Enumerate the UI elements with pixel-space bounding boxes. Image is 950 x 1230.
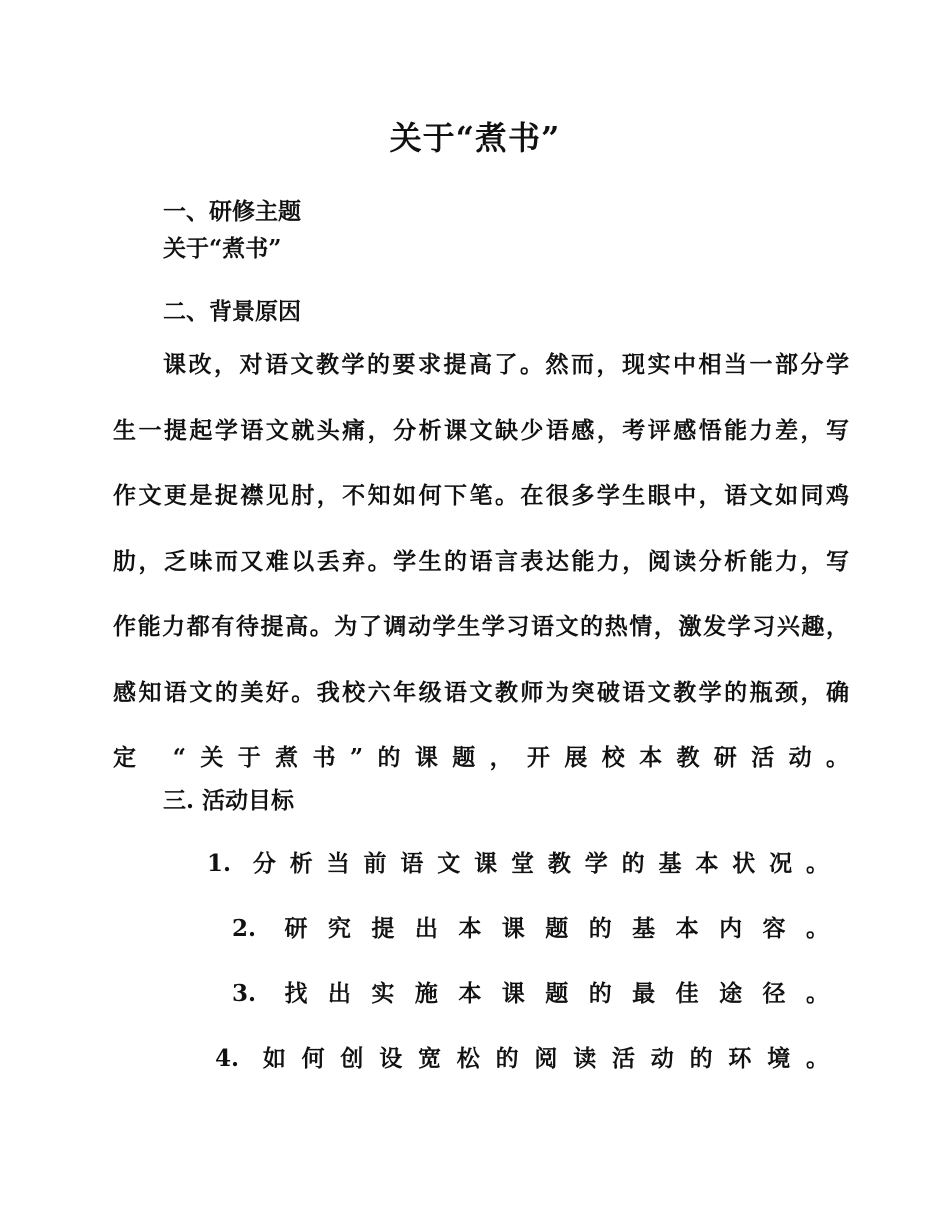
paragraph-line: 肋，乏味而又难以丢弃。学生的语言表达能力，阅读分析能力，写 (113, 547, 849, 575)
paragraph-line: 定 “关于煮书”的课题，开展校本教研活动。 (113, 744, 849, 771)
section2-heading: 二、背景原因 (163, 298, 301, 325)
paragraph-line: 感知语文的美好。我校六年级语文教师为突破语文教学的瓶颈，确 (113, 678, 849, 706)
paragraph-line: 作文更是捉襟见肘，不知如何下笔。在很多学生眼中，语文如同鸡 (113, 482, 849, 509)
section3-heading: 三. 活动目标 (163, 787, 295, 814)
document-title: 关于“煮书” (389, 119, 561, 157)
goal-item: 3. 找出实施本课题的最佳途径。 (232, 980, 829, 1007)
section1-heading: 一、研修主题 (163, 198, 301, 225)
background-paragraph (113, 332, 849, 791)
goal-item: 4. 如何创设宽松的阅读活动的环境。 (215, 1045, 829, 1072)
paragraph-line: 作能力都有待提高。为了调动学生学习语文的热情，激发学习兴趣， (113, 613, 849, 640)
goal-item: 1. 分析当前语文课堂教学的基本状况。 (207, 850, 829, 877)
paragraph-line: 课改，对语文教学的要求提高了。然而，现实中相当一部分学 (163, 351, 849, 378)
goal-item: 2. 研究提出本课题的基本内容。 (232, 915, 829, 942)
paragraph-line: 生一提起学语文就头痛，分析课文缺少语感，考评感悟能力差，写 (113, 416, 849, 444)
section1-body: 关于“煮书” (163, 235, 282, 262)
